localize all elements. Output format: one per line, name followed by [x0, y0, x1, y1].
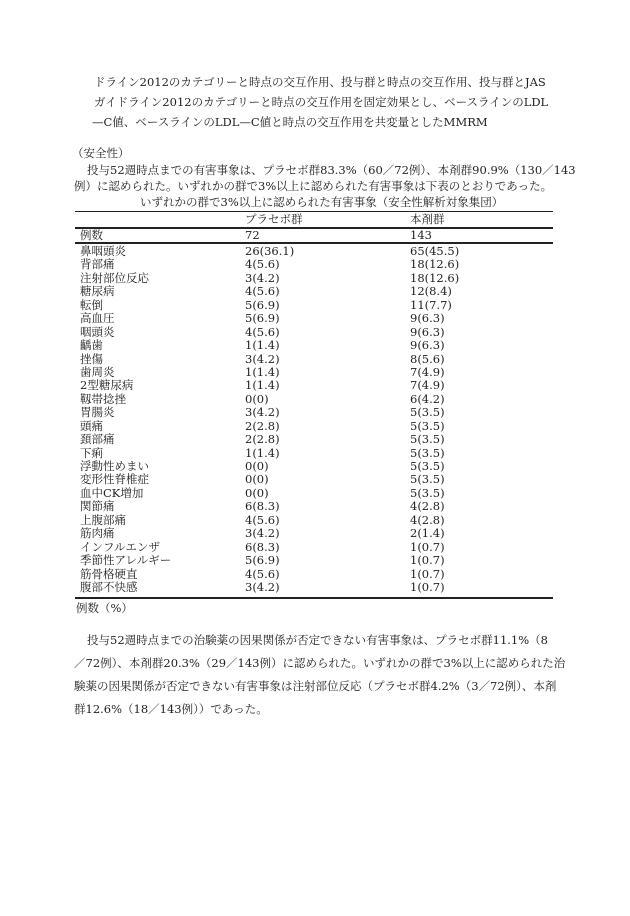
table-row	[75, 541, 553, 554]
table-row	[75, 339, 553, 352]
event-name: 胃腸炎	[80, 405, 115, 420]
placebo-value: 2(2.8)	[245, 418, 280, 433]
drug-value: 18(12.6)	[410, 270, 460, 285]
drug-value: 9(6.3)	[410, 338, 445, 353]
drug-value: 4(2.8)	[410, 499, 445, 514]
table-row	[75, 487, 553, 500]
table-header-row	[75, 213, 553, 226]
causal-line: 群12.6%（18／143例））であった。	[74, 702, 268, 716]
placebo-value: 4(5.6)	[245, 257, 280, 272]
drug-value: 6(4.2)	[410, 391, 445, 406]
placebo-value: 4(5.6)	[245, 512, 280, 527]
drug-value: 5(3.5)	[410, 445, 445, 460]
placebo-value: 1(1.4)	[245, 378, 280, 393]
event-name: 靱帯捻挫	[80, 391, 126, 406]
intro-line: ドライン2012のカテゴリーと時点の交互作用、投与群と時点の交互作用、投与群とJAS	[94, 75, 546, 89]
table-row	[75, 568, 553, 581]
causal-line: 投与52週時点までの治験薬の因果関係が否定できない有害事象は、プラセボ群11.1%（8	[87, 633, 548, 647]
table-row	[75, 379, 553, 392]
placebo-value: 5(6.9)	[245, 311, 280, 326]
header-placebo: プラセボ群	[245, 212, 303, 226]
drug-value: 5(3.5)	[410, 432, 445, 447]
drug-value: 5(3.5)	[410, 459, 445, 474]
placebo-value: 6(8.3)	[245, 539, 280, 554]
table-row	[75, 460, 553, 473]
table-row	[75, 312, 553, 325]
placebo-value: 3(4.2)	[245, 351, 280, 366]
placebo-value: 3(4.2)	[245, 526, 280, 541]
causal-line: ／72例）、本剤群20.3%（29／143例）に認められた。いずれかの群で3%以上に認められた治	[74, 656, 566, 670]
drug-value: 2(1.4)	[410, 526, 445, 541]
n-label: 例数	[80, 228, 103, 242]
event-name: 腹部不快感	[80, 580, 138, 594]
safety-line: 例）に認められた。いずれかの群で3%以上に認められた有害事象は下表のとおりであった。	[74, 179, 553, 193]
table-row	[75, 581, 553, 594]
event-name: 糖尿病	[80, 284, 115, 299]
event-name: 頭痛	[80, 418, 103, 433]
event-name: 季節性アレルギー	[80, 553, 172, 568]
drug-value: 11(7.7)	[410, 297, 452, 312]
placebo-value: 0(0)	[245, 472, 269, 487]
table-row	[75, 420, 553, 433]
placebo-value: 4(5.6)	[245, 324, 280, 339]
drug-value: 1(0.7)	[410, 566, 445, 581]
placebo-value: 0(0)	[245, 459, 269, 474]
event-name: 2型糖尿病	[80, 378, 134, 393]
header-drug: 本剤群	[410, 212, 445, 226]
event-name: 関節痛	[80, 499, 115, 514]
event-name: 血中CK増加	[80, 485, 144, 500]
table-row	[75, 393, 553, 406]
placebo-value: 0(0)	[245, 391, 269, 406]
table-row	[75, 245, 553, 258]
table-row	[75, 473, 553, 486]
event-name: 筋肉痛	[80, 526, 115, 541]
table-row	[75, 554, 553, 567]
safety-heading: （安全性）	[72, 146, 130, 160]
placebo-value: 4(5.6)	[245, 284, 280, 299]
n-placebo: 72	[245, 228, 260, 242]
table-n-row	[75, 229, 553, 242]
table-row	[75, 406, 553, 419]
table-footnote: 例数（%）	[76, 601, 133, 615]
event-name: 浮動性めまい	[80, 459, 149, 474]
table-row	[75, 285, 553, 298]
drug-value: 7(4.9)	[410, 364, 445, 379]
placebo-value: 6(8.3)	[245, 499, 280, 514]
drug-value: 5(3.5)	[410, 485, 445, 500]
event-name: 頚部痛	[80, 432, 115, 447]
table-row	[75, 353, 553, 366]
event-name: 上腹部痛	[80, 512, 126, 527]
table-row	[75, 527, 553, 540]
event-name: 注射部位反応	[80, 270, 149, 285]
drug-value: 1(0.7)	[410, 580, 445, 594]
event-name: 筋骨格硬直	[80, 566, 138, 581]
drug-value: 9(6.3)	[410, 311, 445, 326]
placebo-value: 0(0)	[245, 485, 269, 500]
event-name: 挫傷	[80, 351, 103, 366]
safety-line: 投与52週時点までの有害事象は、プラセボ群83.3%（60／72例）、本剤群90.9%（130／143	[87, 163, 576, 177]
table-row	[75, 258, 553, 271]
placebo-value: 3(4.2)	[245, 270, 280, 285]
placebo-value: 1(1.4)	[245, 364, 280, 379]
event-name: 背部痛	[80, 257, 115, 272]
event-name: インフルエンザ	[80, 539, 161, 554]
placebo-value: 1(1.4)	[245, 445, 280, 460]
event-name: 下痢	[80, 445, 103, 460]
table-row	[75, 326, 553, 339]
placebo-value: 3(4.2)	[245, 405, 280, 420]
event-name: 変形性脊椎症	[80, 472, 149, 487]
causal-line: 験薬の因果関係が否定できない有害事象は注射部位反応（プラセボ群4.2%（3／72例）、本剤	[74, 679, 557, 693]
event-name: 齲歯	[80, 338, 103, 353]
table-row	[75, 272, 553, 285]
placebo-value: 3(4.2)	[245, 580, 280, 594]
table-row	[75, 447, 553, 460]
event-name: 鼻咽頭炎	[80, 244, 126, 258]
table-row	[75, 514, 553, 527]
table-caption: いずれかの群で3%以上に認められた有害事象（安全性解析対象集団）	[140, 195, 504, 209]
table-row	[75, 366, 553, 379]
placebo-value: 5(6.9)	[245, 297, 280, 312]
drug-value: 8(5.6)	[410, 351, 445, 366]
event-name: 歯周炎	[80, 364, 115, 379]
drug-value: 12(8.4)	[410, 284, 452, 299]
drug-value: 4(2.8)	[410, 512, 445, 527]
placebo-value: 4(5.6)	[245, 566, 280, 581]
intro-line: ガイドライン2012のカテゴリーと時点の交互作用を固定効果とし、ベースラインのLDL	[94, 95, 549, 109]
event-name: 高血圧	[80, 311, 115, 326]
drug-value: 5(3.5)	[410, 418, 445, 433]
n-drug: 143	[410, 228, 432, 242]
event-name: 転倒	[80, 297, 103, 312]
table-row	[75, 433, 553, 446]
placebo-value: 1(1.4)	[245, 338, 280, 353]
drug-value: 5(3.5)	[410, 405, 445, 420]
table-row	[75, 500, 553, 513]
placebo-value: 2(2.8)	[245, 432, 280, 447]
table-row	[75, 299, 553, 312]
drug-value: 65(45.5)	[410, 244, 460, 258]
intro-line: —C値、ベースラインのLDL—C値と時点の交互作用を共変量としたMMRM	[92, 115, 488, 129]
placebo-value: 26(36.1)	[245, 244, 295, 258]
drug-value: 18(12.6)	[410, 257, 460, 272]
drug-value: 9(6.3)	[410, 324, 445, 339]
drug-value: 1(0.7)	[410, 553, 445, 568]
placebo-value: 5(6.9)	[245, 553, 280, 568]
drug-value: 7(4.9)	[410, 378, 445, 393]
event-name: 咽頭炎	[80, 324, 115, 339]
drug-value: 1(0.7)	[410, 539, 445, 554]
drug-value: 5(3.5)	[410, 472, 445, 487]
